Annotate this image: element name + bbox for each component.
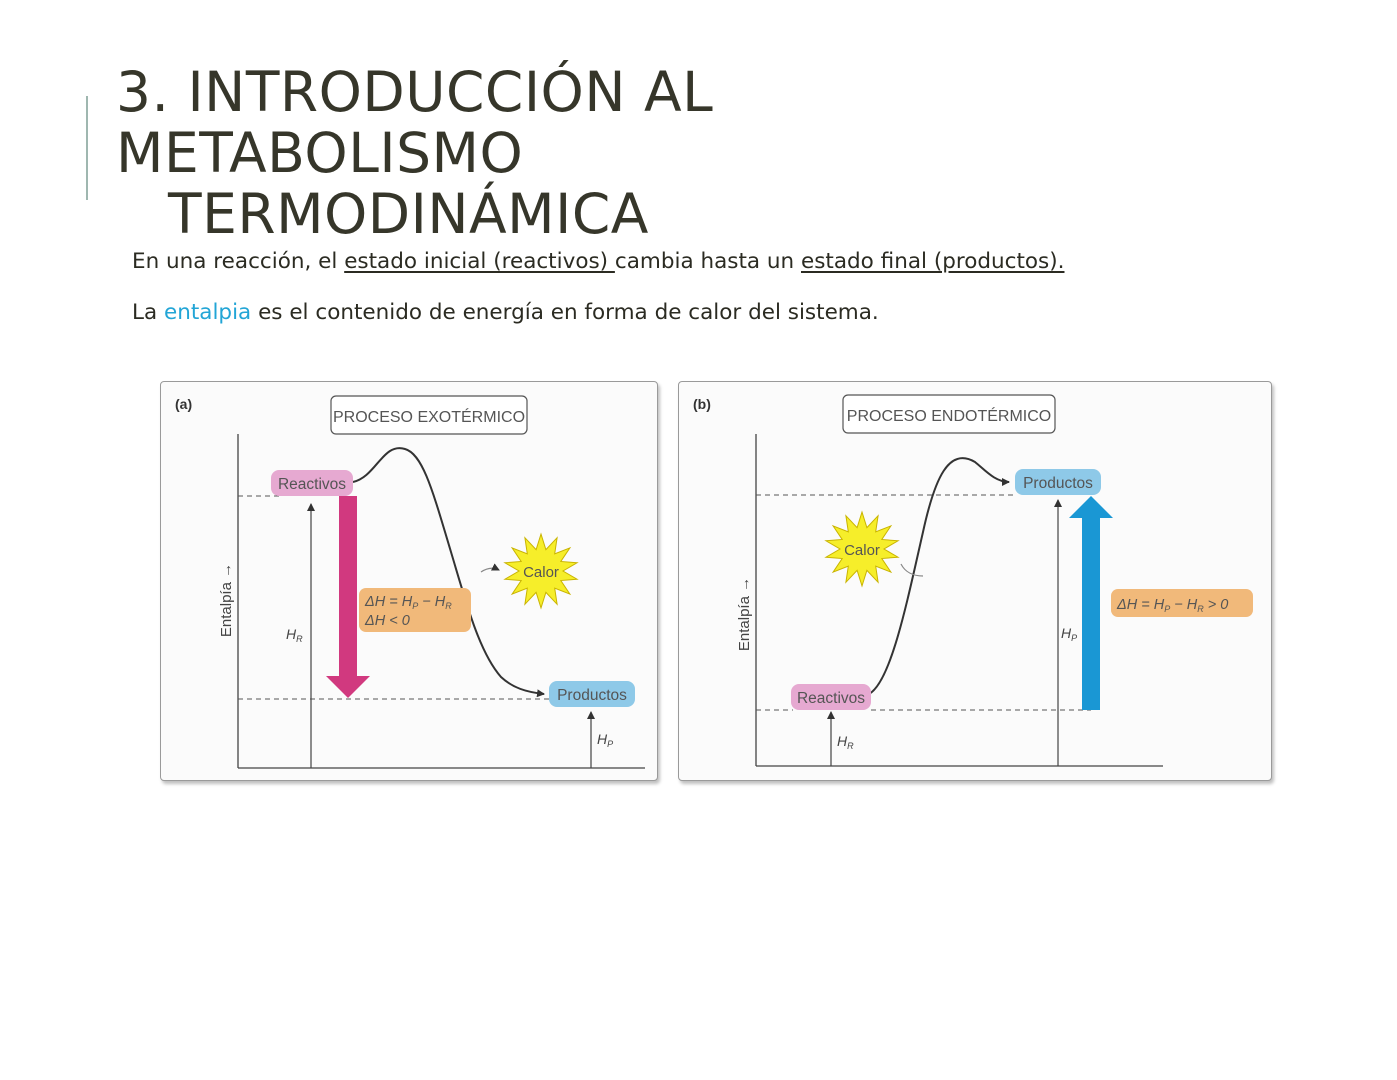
paragraph-states	[132, 249, 1064, 274]
delta-h-arrow-head-b	[1069, 496, 1113, 518]
title-line-3: TERMODINÁMICA	[168, 182, 649, 246]
panel-a-tag: (a)	[175, 396, 193, 412]
states-text-2: cambia hasta un	[614, 249, 801, 274]
reactants-label-b: Reactivos	[796, 690, 866, 707]
title-exothermic: PROCESO EXOTÉRMICO	[332, 409, 526, 426]
heat-label-b: Calor	[844, 542, 880, 559]
y-axis-label-a: Entalpía →	[218, 562, 235, 638]
title-line-1: 3. INTRODUCCIÓN AL	[116, 60, 714, 124]
final-state-text: estado final (productos).	[801, 249, 1065, 274]
enthalpy-text-1: La	[132, 300, 164, 325]
hp-label-b: $H_P$	[1061, 625, 1078, 643]
products-label-b: Productos	[1023, 475, 1093, 492]
delta-h-arrow-shaft-b	[1082, 516, 1100, 710]
slide-title	[116, 62, 713, 245]
delta-h-line1-a: $\Delta H = H_P - H_R$	[365, 594, 452, 611]
paragraph-enthalpy	[132, 300, 879, 325]
heat-absorb-line-b	[901, 564, 923, 576]
title-endothermic: PROCESO ENDOTÉRMICO	[846, 408, 1052, 425]
initial-state-text: estado inicial (reactivos)	[344, 249, 615, 274]
hr-label-b: $H_R$	[837, 733, 854, 751]
delta-h-arrow-head-a	[326, 676, 370, 698]
reaction-curve-b	[869, 458, 1009, 694]
heat-release-arrow-a	[481, 568, 499, 572]
hr-label-a: $H_R$	[286, 626, 303, 644]
reactants-label-a: Reactivos	[277, 476, 347, 493]
heat-label-a: Calor	[523, 564, 559, 581]
enthalpy-keyword: entalpia	[164, 300, 252, 325]
products-label-a: Productos	[557, 687, 627, 704]
delta-h-arrow-shaft-a	[339, 496, 357, 678]
enthalpy-text-2: es el contenido de energía en forma de calor del sistema.	[251, 300, 879, 325]
y-axis-label-b: Entalpía →	[736, 576, 753, 652]
diagram-exothermic-svg	[161, 382, 657, 780]
reaction-curve-a	[353, 448, 544, 694]
delta-h-line2-a: ΔH < 0	[365, 613, 410, 629]
hp-label-a: $H_P$	[597, 731, 614, 749]
diagram-exothermic	[160, 381, 658, 781]
states-text-1: En una reacción, el	[132, 249, 345, 274]
title-line-2: METABOLISMO	[116, 121, 524, 185]
delta-h-line1-b: $\Delta H = H_P - H_R > 0$	[1117, 597, 1229, 614]
accent-bar	[86, 96, 88, 200]
diagram-endothermic-svg	[679, 382, 1271, 780]
diagram-endothermic	[678, 381, 1272, 781]
panel-b-tag: (b)	[693, 396, 711, 412]
